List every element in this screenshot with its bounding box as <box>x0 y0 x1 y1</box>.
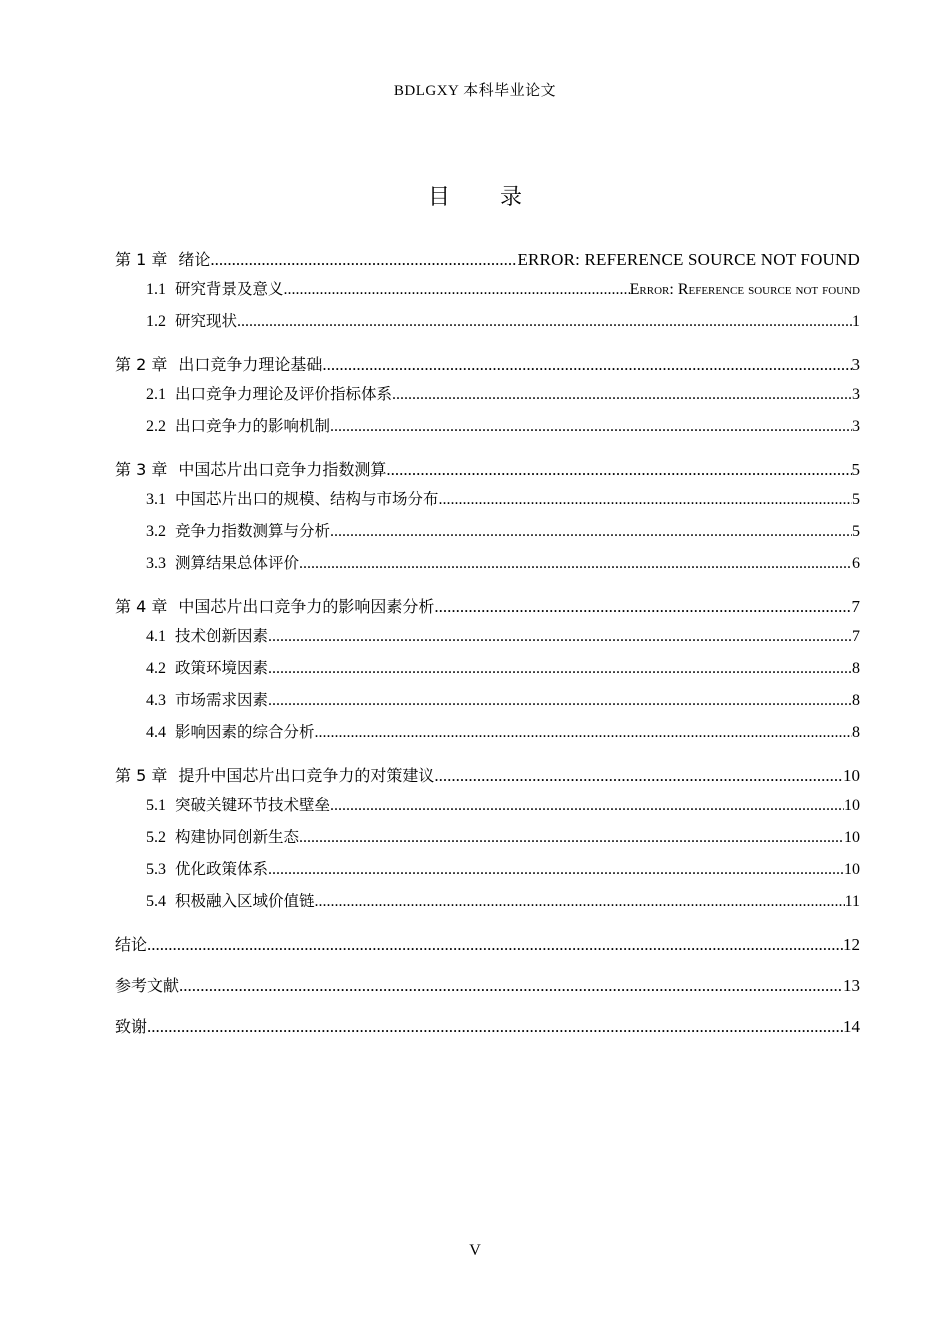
toc-chapter-entry[interactable] <box>115 931 860 958</box>
toc-section-entry[interactable] <box>115 305 860 337</box>
toc-chapter-entry[interactable] <box>115 351 860 378</box>
toc-entry-number: 2.2 <box>146 418 166 435</box>
toc-entry-number: 1.1 <box>146 281 166 298</box>
toc-entry-label: 中国芯片出口竞争力的影响因素分析 <box>178 597 435 616</box>
toc-chapter-entry[interactable] <box>115 246 860 273</box>
toc-entry-page: ERROR: REFERENCE SOURCE NOT FOUND <box>517 250 860 269</box>
toc-entry-page: 7 <box>852 628 860 645</box>
toc-entry-number: 第 2 章 <box>115 355 168 374</box>
toc-entry-label: 研究背景及意义 <box>175 280 284 298</box>
toc-dot-leader <box>147 1013 843 1040</box>
toc-entry-number: 4.1 <box>146 628 166 645</box>
toc-dot-leader <box>392 379 852 410</box>
toc-entry-label: 参考文献 <box>115 976 180 995</box>
toc-dot-leader <box>147 931 843 958</box>
toc-section-entry[interactable] <box>115 483 860 515</box>
toc-dot-leader <box>284 274 630 305</box>
toc-entry-number: 3.1 <box>146 491 166 508</box>
toc-entry-number: 3.2 <box>146 523 166 540</box>
toc-entry-page: 7 <box>851 597 860 616</box>
toc-entry-number: 4.4 <box>146 724 166 741</box>
toc-entry-page: 1 <box>852 313 860 330</box>
toc-dot-leader <box>322 351 851 378</box>
toc-entry-number: 第 3 章 <box>115 460 168 479</box>
toc-chapter-entry[interactable] <box>115 1013 860 1040</box>
toc-section-entry[interactable] <box>115 273 860 305</box>
toc-dot-leader <box>330 411 852 442</box>
toc-entry-label: 中国芯片出口的规模、结构与市场分布 <box>175 490 439 508</box>
toc-entry-label: 致谢 <box>115 1017 148 1036</box>
toc-entry-label: 出口竞争力理论基础 <box>178 355 323 374</box>
toc-section-entry[interactable] <box>115 885 860 917</box>
toc-section-entry[interactable] <box>115 716 860 748</box>
toc-entry-page: 12 <box>843 935 860 954</box>
toc-entry-label: 竞争力指数测算与分析 <box>175 522 331 540</box>
toc-entry-label: 政策环境因素 <box>175 659 269 677</box>
toc-entry-number: 第 4 章 <box>115 597 168 616</box>
toc-entry-page: 6 <box>852 555 860 572</box>
toc-dot-leader <box>179 972 843 999</box>
toc-entry-label: 优化政策体系 <box>175 860 269 878</box>
toc-title-char-2: 录 <box>500 185 523 210</box>
toc-entry-page: 3 <box>851 355 860 374</box>
toc-chapter-entry[interactable] <box>115 972 860 999</box>
toc-entry-number: 3.3 <box>146 555 166 572</box>
toc-entry-page: 10 <box>844 861 860 878</box>
toc-entry-label: 突破关键环节技术壁垒 <box>175 796 331 814</box>
toc-chapter-entry[interactable] <box>115 456 860 483</box>
toc-entry-label: 出口竞争力的影响机制 <box>175 417 331 435</box>
toc-section-entry[interactable] <box>115 821 860 853</box>
toc-entry-label: 绪论 <box>178 250 211 269</box>
toc-dot-leader <box>268 653 852 684</box>
toc-section-entry[interactable] <box>115 620 860 652</box>
toc-entry-number: 4.2 <box>146 660 166 677</box>
toc-dot-leader <box>330 516 852 547</box>
toc-section-entry[interactable] <box>115 853 860 885</box>
toc-entry-number: 第 1 章 <box>115 250 168 269</box>
toc-entry-label: 构建协同创新生态 <box>175 828 300 846</box>
page-number: V <box>469 1242 481 1259</box>
toc-entry-number: 4.3 <box>146 692 166 709</box>
toc-dot-leader <box>434 762 843 789</box>
toc-entry-page: 8 <box>852 724 860 741</box>
toc-chapter-entry[interactable] <box>115 762 860 789</box>
toc-entry-label: 技术创新因素 <box>175 627 269 645</box>
toc-entry-page: 8 <box>852 660 860 677</box>
toc-dot-leader <box>299 822 844 853</box>
toc-dot-leader <box>434 593 851 620</box>
toc-entry-page: 5 <box>851 460 860 479</box>
toc-entry-page: 5 <box>852 491 860 508</box>
toc-entry-label: 中国芯片出口竞争力指数测算 <box>178 460 387 479</box>
running-header: BDLGXY 本科毕业论文 <box>393 83 557 99</box>
toc-dot-leader <box>386 456 851 483</box>
toc-entry-page: 13 <box>843 976 860 995</box>
toc-entry-page: 5 <box>852 523 860 540</box>
toc-dot-leader <box>237 306 852 337</box>
toc-dot-leader <box>330 790 844 821</box>
toc-chapter-entry[interactable] <box>115 593 860 620</box>
toc-entry-number: 1.2 <box>146 313 166 330</box>
toc-entry-label: 出口竞争力理论及评价指标体系 <box>175 385 393 403</box>
toc-entry-page: 10 <box>844 797 860 814</box>
toc-entry-label: 结论 <box>115 935 148 954</box>
toc-entry-label: 测算结果总体评价 <box>175 554 300 572</box>
toc-entry-page: 3 <box>852 386 860 403</box>
toc-entry-number: 2.1 <box>146 386 166 403</box>
table-of-contents <box>115 246 860 1040</box>
toc-entry-label: 提升中国芯片出口竞争力的对策建议 <box>178 766 435 785</box>
toc-entry-label: 影响因素的综合分析 <box>175 723 315 741</box>
toc-section-entry[interactable] <box>115 789 860 821</box>
toc-entry-number: 5.3 <box>146 861 166 878</box>
toc-section-entry[interactable] <box>115 652 860 684</box>
toc-entry-page: 3 <box>852 418 860 435</box>
toc-dot-leader <box>315 886 845 917</box>
toc-section-entry[interactable] <box>115 378 860 410</box>
toc-entry-page: 11 <box>844 893 860 910</box>
toc-entry-page: 8 <box>852 692 860 709</box>
toc-title <box>0 180 950 211</box>
toc-section-entry[interactable] <box>115 547 860 579</box>
toc-dot-leader <box>210 246 517 273</box>
toc-section-entry[interactable] <box>115 684 860 716</box>
toc-section-entry[interactable] <box>115 410 860 442</box>
toc-entry-page: 14 <box>843 1017 860 1036</box>
toc-entry-label: 市场需求因素 <box>175 691 269 709</box>
toc-entry-label: 积极融入区域价值链 <box>175 892 315 910</box>
toc-entry-number: 第 5 章 <box>115 766 168 785</box>
toc-dot-leader <box>439 484 852 515</box>
toc-entry-number: 5.4 <box>146 893 166 910</box>
toc-section-entry[interactable] <box>115 515 860 547</box>
toc-dot-leader <box>268 685 852 716</box>
toc-entry-number: 5.1 <box>146 797 166 814</box>
toc-entry-page: 10 <box>844 829 860 846</box>
toc-entry-page: Error: Reference source not found <box>629 281 860 298</box>
toc-dot-leader <box>268 621 852 652</box>
toc-entry-number: 5.2 <box>146 829 166 846</box>
toc-entry-page: 10 <box>843 766 860 785</box>
toc-entry-label: 研究现状 <box>175 312 238 330</box>
toc-dot-leader <box>315 717 852 748</box>
toc-title-char-1: 目 <box>427 185 450 210</box>
toc-dot-leader <box>268 854 844 885</box>
toc-dot-leader <box>299 548 852 579</box>
